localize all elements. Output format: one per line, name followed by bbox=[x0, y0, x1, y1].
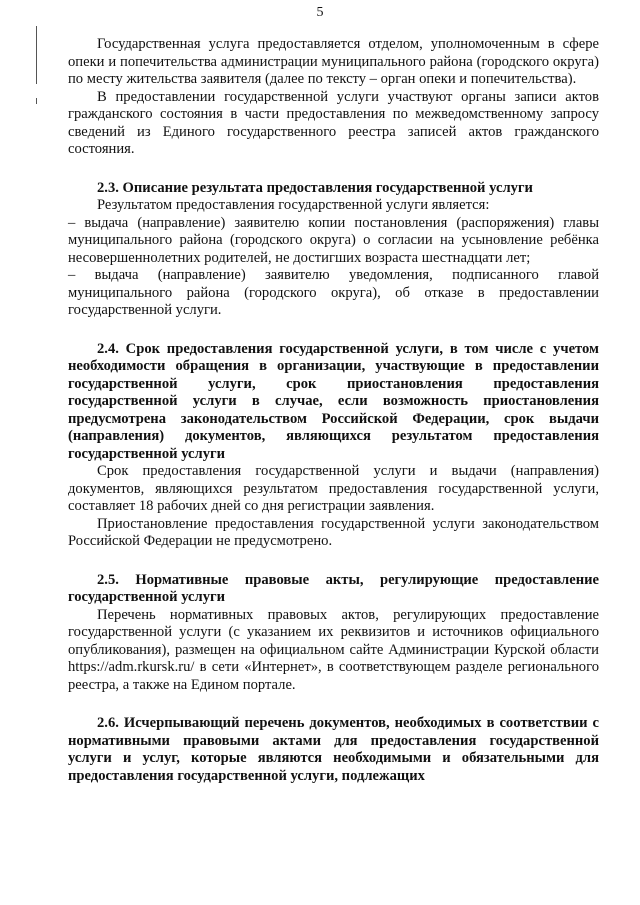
document-body bbox=[68, 36, 599, 785]
page-number: 5 bbox=[316, 5, 324, 20]
paragraph-result-item-1: – выдача (направление) заявителю копии постановления (распоряжения) главы муниципального района (городского округа) о согласии на усыновление ребёнка несовершеннолетних родителей, не достигших возраста шестнадцати лет; bbox=[68, 214, 599, 266]
paragraph-result-item-2: – выдача (направление) заявителю уведомления, подписанного главой муниципального района (городского округа), об отказе в предоставлении государственной услуги. bbox=[68, 267, 599, 318]
paragraph-result-intro: Результатом предоставления государственной услуги является: bbox=[97, 197, 490, 213]
heading-2-6: 2.6. Исчерпывающий перечень документов, необходимых в соответствии с нормативными правовыми актами для предоставления государственной услуги и услуг, которые являются необходимыми и обязательными для предоставления государственной услуги, подлежащих bbox=[68, 715, 599, 784]
paragraph-participating-bodies: В предоставлении государственной услуги участвуют органы записи актов гражданского состояния в части предоставления по межведомственному запросу сведений из Единого государственного реестра записей актов гражданского состояния. bbox=[68, 88, 599, 157]
paragraph-term: Срок предоставления государственной услуги и выдачи (направления) документов, являющихся результатом предоставления государственной услуги, составляет 18 рабочих дней со дня регистрации заявления. bbox=[68, 463, 599, 514]
heading-2-5: 2.5. Нормативные правовые акты, регулирующие предоставление государственной услуги bbox=[68, 571, 599, 605]
heading-2-4: 2.4. Срок предоставления государственной услуги, в том числе с учетом необходимости обращения в организации, участвующие в предоставлении государственной услуги, срок приостановления предоставления государственной услуги в случае, если возможность приостановления предусмотрена законодательством Российской Федерации, срок выдачи (направления) документов, являющихся результатом предоставления государственной услуги bbox=[68, 340, 599, 462]
scan-margin-mark bbox=[36, 98, 37, 104]
paragraph-service-provider: Государственная услуга предоставляется отделом, уполномоченным в сфере опеки и попечительства администрации муниципального района (городского округа) по месту жительства заявителя (далее по тексту – орган опеки и попечительства). bbox=[68, 36, 599, 87]
heading-2-3: 2.3. Описание результата предоставления государственной услуги bbox=[97, 179, 533, 196]
paragraph-legal-acts: Перечень нормативных правовых актов, регулирующих предоставление государственной услуги (с указанием их реквизитов и источников официального опубликования), размещен на официальном сайте Администрации Курской области https://adm.rkursk.ru/ в сети «Интернет», в соответствующем разделе регионального реестра, а также на Едином портале. bbox=[68, 606, 599, 693]
paragraph-suspension: Приостановление предоставления государственной услуги законодательством Российской Федерации не предусмотрено. bbox=[68, 515, 599, 549]
scan-margin-line bbox=[36, 26, 37, 84]
